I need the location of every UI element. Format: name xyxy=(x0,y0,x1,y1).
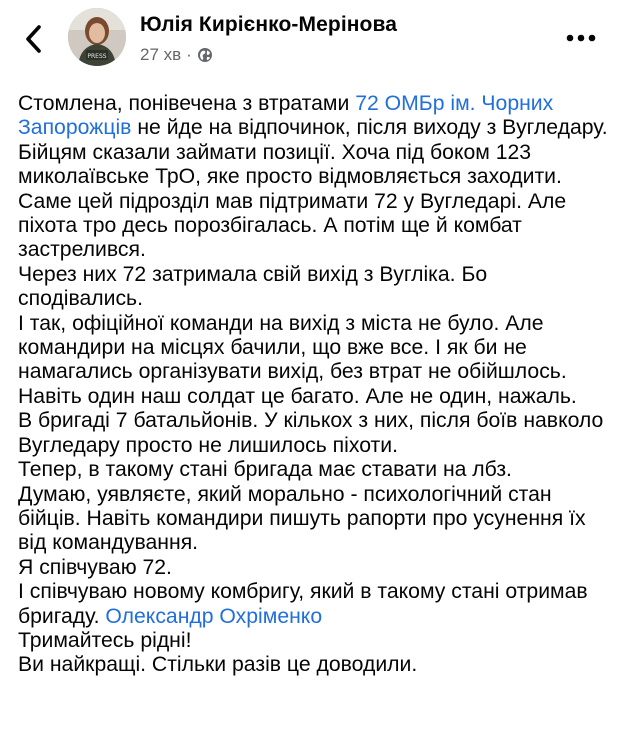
post-meta xyxy=(140,45,213,65)
chevron-left-icon xyxy=(24,24,42,54)
paragraph: І так, офіційної команди на вихід з міста не було. Але командири на місцях бачили, що вже все. І як би не намагались організувати вихід, без втрат не обійшлось. xyxy=(18,311,567,384)
more-options-icon xyxy=(566,34,596,42)
avatar[interactable] xyxy=(68,8,126,66)
paragraph: Навіть один наш солдат це багато. Але не один, нажаль. xyxy=(18,384,577,408)
brigade-page-link[interactable]: 72 ОМБр ім. Чорних Запорожців xyxy=(18,92,554,140)
back-button[interactable] xyxy=(18,22,48,56)
globe-icon[interactable] xyxy=(197,47,213,63)
paragraph: Ви найкращі. Стільки разів це доводили. xyxy=(18,653,418,677)
paragraph xyxy=(18,92,610,141)
person-mention-link[interactable]: Олександр Охріменко xyxy=(105,604,323,628)
paragraph: Я співчуваю 72. xyxy=(18,555,172,579)
paragraph: Через них 72 затримала свій вихід з Вугліка. Бо сподівались. xyxy=(18,262,488,311)
paragraph: В бригаді 7 батальйонів. У кількох з них, після боїв навколо Вугледару просто не лишилось піхоти. xyxy=(18,409,604,457)
paragraph: Тримайтесь рідні! xyxy=(18,628,192,652)
avatar-image xyxy=(68,8,126,66)
post-time[interactable]: 27 хв xyxy=(140,45,182,64)
text-segment: не йде на відпочинок, після виходу з Вугледару. xyxy=(131,116,608,140)
text-segment: Стомлена, понівечена з втратами xyxy=(18,92,356,115)
post-header xyxy=(0,0,620,78)
paragraph: Думаю, уявляєте, який морально - психологічний стан бійців. Навіть командири пишуть рапорти про усунення їх від командування. xyxy=(18,482,586,555)
paragraph: Бійцям сказали займати позиції. Хоча під боком 123 миколаївське ТрО, яке просто відмовляється заходити. Саме цей підрозділ мав підтримати 72 у Вугледарі. Але піхота тро десь порозбігалась. А потім ще й комбат застрелився. xyxy=(18,140,567,262)
svg-text:PRESS: PRESS xyxy=(87,53,107,60)
paragraph xyxy=(18,580,610,629)
post-text xyxy=(18,92,610,678)
author-name[interactable]: Юлія Кирієнко-Мерінова xyxy=(140,13,397,36)
text-segment: І співчуваю новому комбригу, який в такому стані отримав бригаду. xyxy=(18,580,588,628)
paragraph: Тепер, в такому стані бригада має ставати на лбз. xyxy=(18,458,512,482)
meta-separator: · xyxy=(186,45,192,64)
more-options-button[interactable] xyxy=(564,28,598,48)
